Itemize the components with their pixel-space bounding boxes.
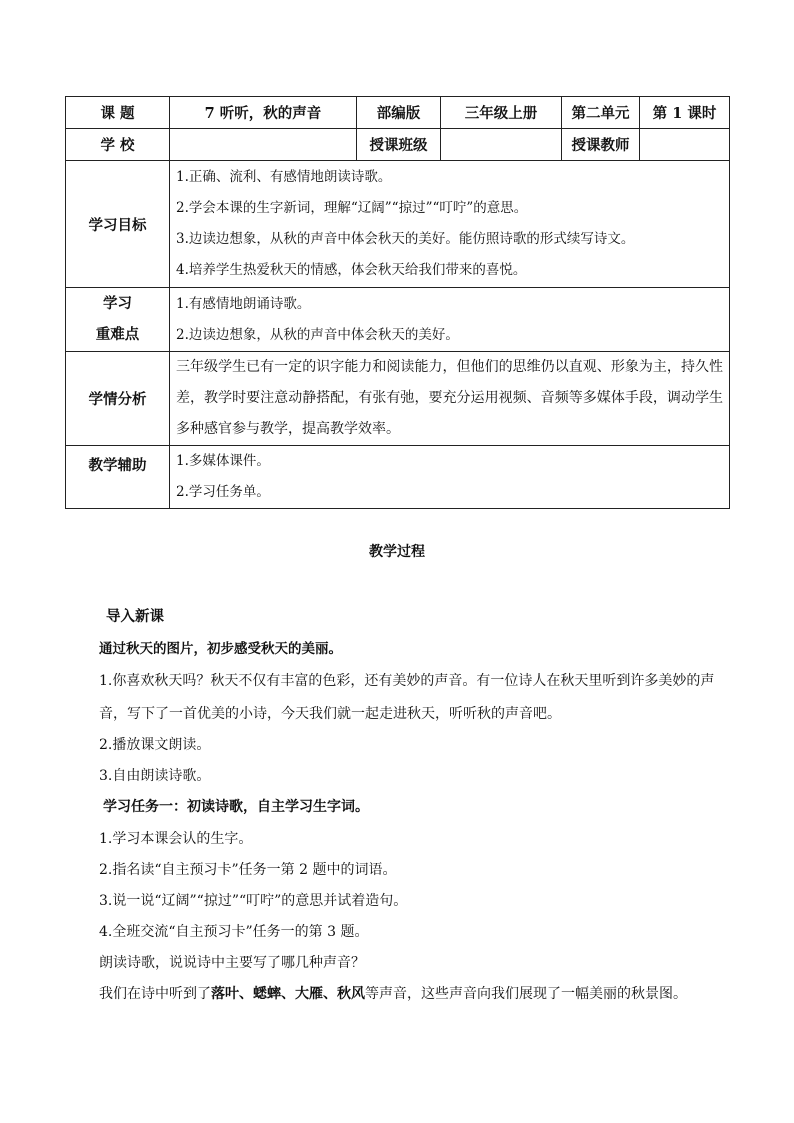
question: 朗读诗歌，说说诗中主要写了哪几种声音？ [99, 955, 365, 971]
aids-label: 教学辅助 [66, 446, 170, 509]
analysis-text: 三年级学生已有一定的识字能力和阅读能力，但他们的思维仍以直观、形象为主，持久性差，教学时要注意动静搭配，有张有弛，要充分运用视频、音频等多媒体手段，调动学生多种感官参与教学，提高教学效率。 [176, 359, 723, 437]
table-row [66, 161, 730, 288]
key-point-item: 1.有感情地朗诵诗歌。 [176, 295, 311, 312]
period: 第 1 课时 [640, 97, 730, 129]
intro-paragraph-line: 音，写下了一首优美的小诗，今天我们就一起走进秋天，听听秋的声音吧。 [99, 706, 561, 722]
key-points-label-line2: 重难点 [95, 326, 140, 343]
intro-step: 2.播放课文朗读。 [99, 737, 211, 753]
key-points-label-line1: 学习 [103, 295, 132, 312]
teacher-label: 授课教师 [562, 129, 640, 161]
school-label: 学 校 [66, 129, 170, 161]
goal-item: 4.培养学生热爱秋天的情感，体会秋天给我们带来的喜悦。 [176, 262, 527, 278]
task1-item: 4.全班交流“自主预习卡”任务一的第 3 题。 [99, 924, 369, 940]
key-points-content [170, 288, 730, 352]
table-row [66, 352, 730, 446]
task1-item: 3.说一说“辽阔”“掠过”“叮咛”的意思并试着造句。 [99, 893, 408, 909]
table-row [66, 97, 730, 129]
task1-heading: 学习任务一：初读诗歌，自主学习生字词。 [103, 799, 369, 815]
goal-item: 3.边读边想象，从秋的声音中体会秋天的美好。能仿照诗歌的形式续写诗文。 [176, 231, 635, 247]
answer-suffix: 等声音，这些声音向我们展现了一幅美丽的秋景图。 [365, 986, 687, 1002]
school-value [170, 129, 357, 161]
goals-label: 学习目标 [66, 161, 170, 288]
key-points-label [66, 288, 170, 352]
table-row [66, 446, 730, 509]
class-label: 授课班级 [357, 129, 441, 161]
aid-item: 1.多媒体课件。 [176, 453, 270, 469]
answer-prefix: 我们在诗中听到了 [99, 986, 211, 1002]
grade: 三年级上册 [441, 97, 562, 129]
answer [99, 983, 687, 1003]
unit: 第二单元 [562, 97, 640, 129]
edition: 部编版 [357, 97, 441, 129]
table-row [66, 288, 730, 352]
intro-step: 3.自由朗读诗歌。 [99, 768, 211, 784]
intro-subheading: 通过秋天的图片，初步感受秋天的美丽。 [99, 641, 342, 657]
task1-item: 1.学习本课会认的生字。 [99, 831, 253, 847]
table-row [66, 129, 730, 161]
intro-heading: 导入新课 [106, 609, 164, 625]
process-title: 教学过程 [369, 544, 425, 560]
lesson-info-table [65, 96, 730, 509]
task1-item: 2.指名读“自主预习卡”任务一第 2 题中的词语。 [99, 862, 397, 878]
analysis-content [170, 352, 730, 446]
intro-paragraph-line: 1.你喜欢秋天吗？秋天不仅有丰富的色彩，还有美妙的声音。有一位诗人在秋天里听到许多美妙的声 [99, 673, 715, 689]
key-point-item: 2.边读边想象，从秋的声音中体会秋天的美好。 [176, 326, 459, 343]
goal-item: 2.学会本课的生字新词，理解“辽阔”“掠过”“叮咛”的意思。 [176, 200, 528, 216]
analysis-label: 学情分析 [66, 352, 170, 446]
aids-content [170, 446, 730, 509]
teacher-value [640, 129, 730, 161]
aid-item: 2.学习任务单。 [176, 484, 270, 500]
answer-highlight: 落叶、蟋蟀、大雁、秋风 [211, 986, 365, 1002]
goals-content [170, 161, 730, 288]
goal-item: 1.正确、流利、有感情地朗读诗歌。 [176, 169, 392, 185]
lesson-title: 7 听听，秋的声音 [170, 97, 357, 129]
class-value [441, 129, 562, 161]
lesson-title-label: 课 题 [66, 97, 170, 129]
